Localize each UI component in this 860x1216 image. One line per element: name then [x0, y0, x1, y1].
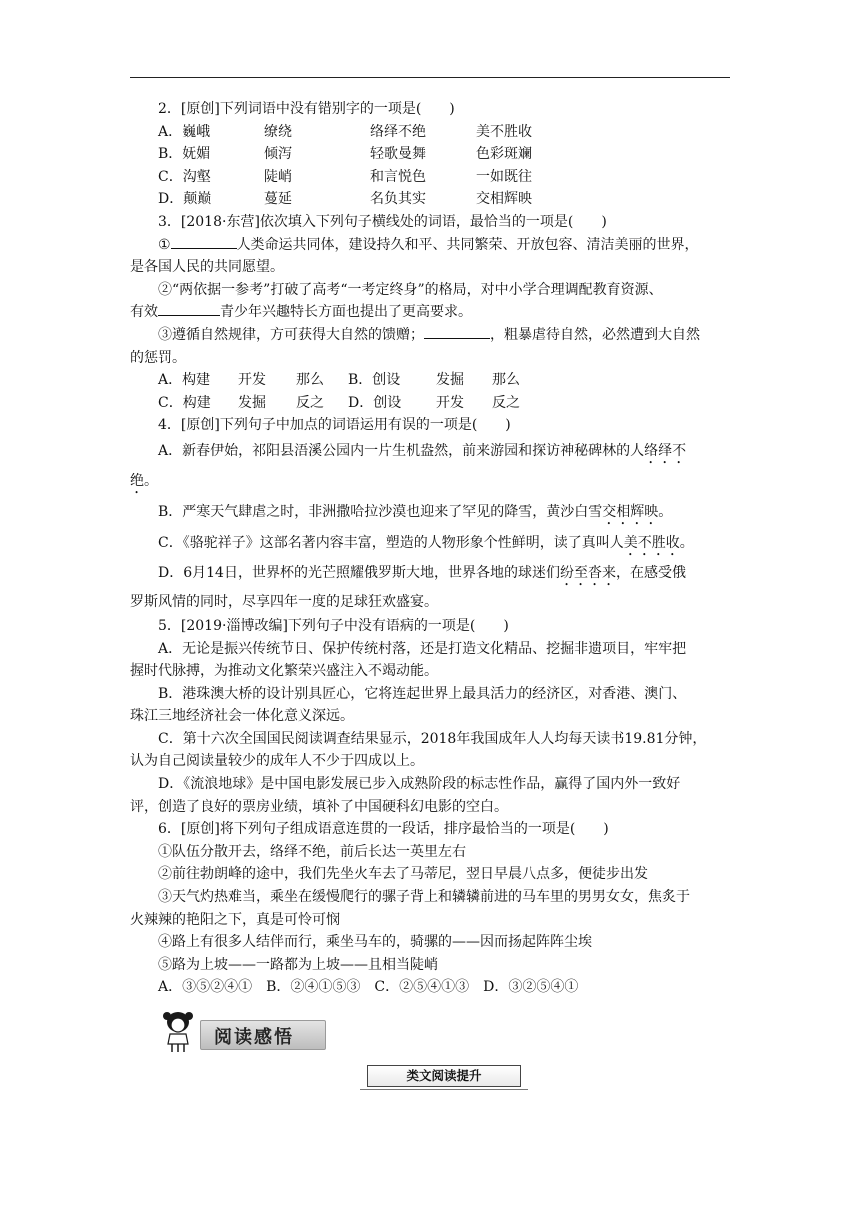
q3-sentence-2-cont: 有效 青少年兴趣特长方面也提出了更高要求。 [130, 301, 730, 324]
q3-options-row-1: A．构建 开发 那么 B．创设 发掘 那么 [158, 372, 520, 389]
q5-option-d: D．《流浪地球》是中国电影发展已步入成熟阶段的标志性作品，赢得了国内外一致好 [158, 776, 681, 793]
q4-option-a-cont: 绝。 [130, 472, 158, 489]
q3-blank-1 [171, 234, 237, 249]
q5-stem: 5．[2019·淄博改编]下列句子中没有语病的一项是( ) [158, 617, 509, 634]
q5-option-c: C．第十六次全国国民阅读调查结果显示，2018年我国成年人人均每天读书19.81分钟， [158, 730, 707, 747]
q4-stem: 4．[原创]下列句子中加点的词语运用有误的一项是( ) [158, 417, 511, 434]
q4-option-d: D．6月14日，世界杯的光芒照耀俄罗斯大地，世界各地的球迷们纷至沓来，在感受俄 [158, 564, 686, 581]
q3-sentence-3: ③遵循自然规律，方可获得大自然的馈赠； ，粗暴虐待自然，必然遭到大自然 [130, 324, 730, 347]
q3-sentence-2: ②“两依据一参考”打破了高考“一考定终身”的格局，对中小学合理调配教育资源、 [158, 281, 663, 298]
q6-sentence-3: ③天气灼热难当，乘坐在缓慢爬行的骡子背上和辚辚前进的马车里的男男女女，焦炙于 [158, 889, 690, 906]
q4-option-c: C．《骆驼祥子》这部名著内容丰富，塑造的人物形象个性鲜明，读了真叫人美不胜收。 [158, 534, 694, 551]
q6-options: A．③⑤②④① B．②④①⑤③ C．②⑤④①③ D．③②⑤④① [158, 979, 579, 996]
q4-option-d-cont: 罗斯风情的同时，尽享四年一度的足球狂欢盛宴。 [130, 593, 438, 610]
q6-sentence-1: ①队伍分散开去，络绎不绝，前后长达一英里左右 [158, 843, 466, 860]
q6-sentence-2: ②前往勃朗峰的途中，我们先坐火车去了马蒂尼，翌日早晨八点多，便徒步出发 [158, 866, 648, 883]
q2-option-a: A．巍峨 缭绕 络绎不绝 美不胜收 [158, 123, 532, 140]
q3-sentence-1: ① 人类命运共同体，建设持久和平、共同繁荣、开放包容、清洁美丽的世界， [130, 234, 730, 257]
header-rule [130, 77, 730, 78]
q2-option-d: D．颠巅 蔓延 名负其实 交相辉映 [158, 191, 532, 208]
q6-sentence-3-cont: 火辣辣的艳阳之下，真是可怜可悯 [130, 911, 340, 928]
q5-option-b-cont: 珠江三地经济社会一体化意义深远。 [130, 708, 354, 725]
q3-sentence-1-cont: 是各国人民的共同愿望。 [130, 259, 284, 276]
q3-stem: 3．[2018·东营]依次填入下列句子横线处的词语，最恰当的一项是( ) [158, 213, 607, 230]
question-body [130, 98, 730, 999]
banner-title: 阅读感悟 [214, 1027, 294, 1048]
q5-option-a: A．无论是振兴传统节日、保护传统村落，还是打造文化精品、挖掘非遗项目，牢牢把 [158, 640, 687, 657]
q2-stem: 2．[原创]下列词语中没有错别字的一项是( ) [158, 101, 455, 117]
q5-option-b: B．港珠澳大桥的设计别具匠心，它将连起世界上最具活力的经济区，对香港、澳门、 [158, 685, 687, 702]
q3-blank-2 [158, 301, 220, 316]
q4-option-a: A．新春伊始，祁阳县浯溪公园内一片生机盎然，前来游园和探访神秘碑林的人络绎不 [158, 442, 687, 459]
q4-option-b: B．严寒天气肆虐之时，非洲撒哈拉沙漠也迎来了罕见的降雪，黄沙白雪交相辉映。 [158, 503, 673, 520]
q3-sentence-3-cont: 的惩罚。 [130, 349, 186, 366]
q6-stem: 6．[原创]将下列句子组成语意连贯的一段话，排序最恰当的一项是( ) [158, 821, 609, 838]
q5-option-d-cont: 评，创造了良好的票房业绩，填补了中国硬科幻电影的空白。 [130, 798, 508, 815]
q5-option-a-cont: 握时代脉搏，为推动文化繁荣兴盛注入不竭动能。 [130, 663, 438, 680]
q3-options-row-2: C．构建 发掘 反之 D．创设 开发 反之 [158, 394, 520, 411]
q6-sentence-5: ⑤路为上坡——一路都为上坡——且相当陡峭 [158, 956, 438, 973]
q6-sentence-4: ④路上有很多人结伴而行，乘坐马车的，骑骡的——因而扬起阵阵尘埃 [158, 934, 592, 951]
q2-option-c: C．沟壑 陡峭 和言悦色 一如既往 [158, 168, 532, 185]
q5-option-c-cont: 认为自己阅读量较少的成年人不少于四成以上。 [130, 753, 424, 770]
q3-blank-3 [424, 324, 490, 339]
reading-girl-icon [158, 1010, 202, 1054]
q2-option-b: B．妩媚 倾泻 轻歌曼舞 色彩斑斓 [158, 146, 532, 163]
section-title: 类文阅读提升 [367, 1065, 521, 1087]
reading-banner [158, 1010, 328, 1054]
